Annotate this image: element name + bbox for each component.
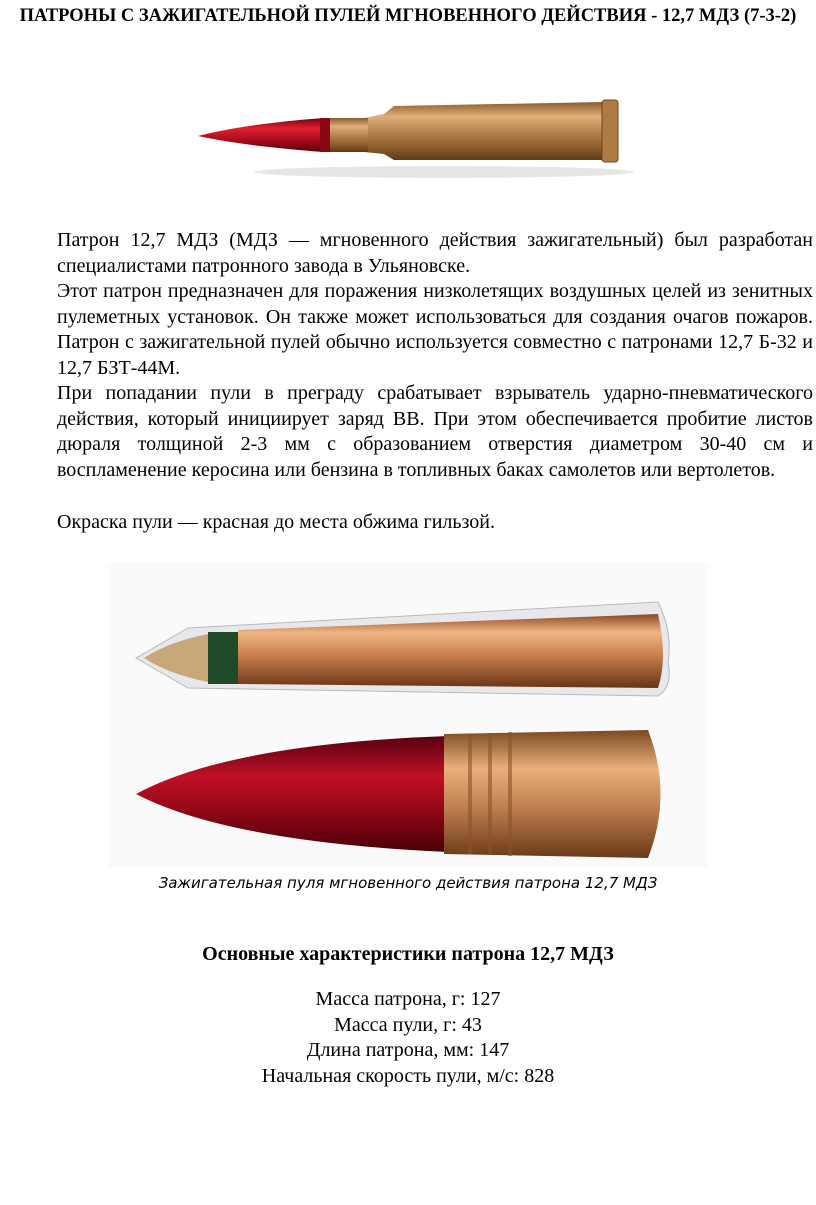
spec-item: Начальная скорость пули, м/с: 828	[261, 1064, 555, 1087]
bullets-photo	[108, 562, 708, 868]
paragraph-2: Этот патрон предназначен для поражения низколетящих воздушных целей из зенитных пулеметных установок. Он также может использоваться для создания очагов пожаров. Патрон с зажигательной пулей обычно используется совместно с патронами 12,7 Б-32 и 12,7 БЗТ-44М.	[57, 280, 813, 379]
paragraph-3: При попадании пули в преграду срабатывает взрыватель ударно-пневматического действия, который инициирует заряд ВВ. При этом обеспечивается пробитие листов дюраля толщиной 2-3 мм с образованием отверстия диаметром 30-40 см и воспламенение керосина или бензина в топливных баках самолетов или вертолетов.	[57, 382, 813, 481]
specs-heading: Основные характеристики патрона 12,7 МДЗ	[202, 943, 614, 965]
paragraph-1: Патрон 12,7 МДЗ (МДЗ — мгновенного действия зажигательный) был разработан специалистами патронного завода в Ульяновске.	[57, 229, 813, 277]
paragraph-4: Окраска пули — красная до места обжима гильзой.	[57, 511, 495, 533]
spec-item: Масса патрона, г: 127	[315, 988, 501, 1010]
page-title: ПАТРОНЫ С ЗАЖИГАТЕЛЬНОЙ ПУЛЕЙ МГНОВЕННОГО ДЕЙСТВИЯ - 12,7 МДЗ (7-3-2)	[19, 6, 797, 26]
spec-item: Масса пули, г: 43	[334, 1013, 482, 1036]
photo-caption: Зажигательная пуля мгновенного действия патрона 12,7 МДЗ	[158, 874, 658, 892]
spec-item: Длина патрона, мм: 147	[306, 1039, 510, 1061]
specs-list	[0, 987, 816, 1089]
cartridge-photo	[184, 74, 636, 206]
